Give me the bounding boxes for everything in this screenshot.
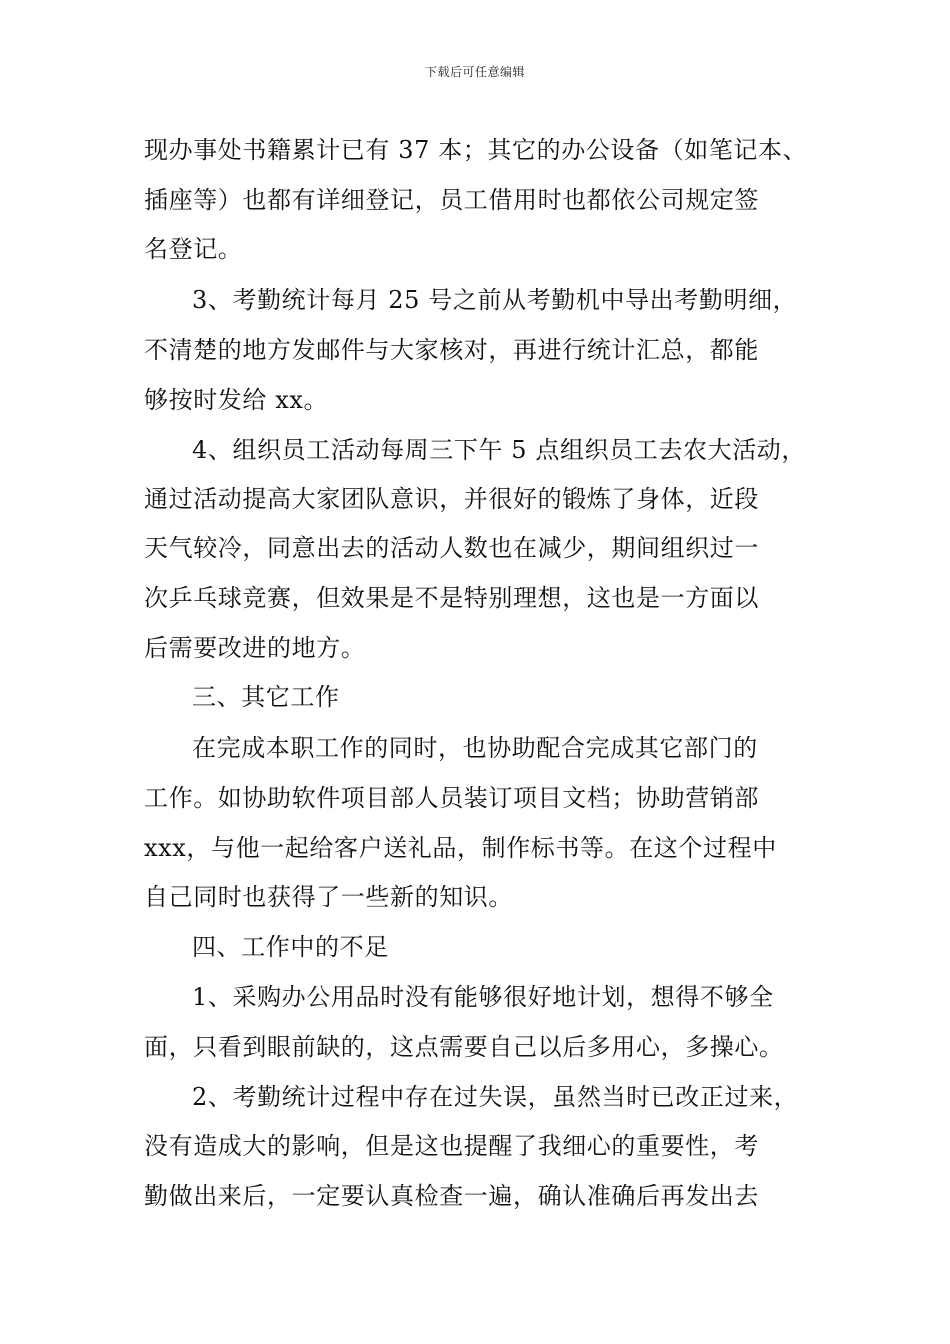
page-header: 下载后可任意编辑 (424, 65, 525, 79)
text-line: xxx，与他一起给客户送礼品，制作标书等。在这个过程中 (144, 834, 777, 862)
text-line: 后需要改进的地方。 (144, 634, 366, 662)
section-heading: 四、工作中的不足 (192, 933, 389, 961)
text-line: 够按时发给 xx。 (144, 386, 329, 414)
text-line: 在完成本职工作的同时，也协助配合完成其它部门的 (192, 734, 758, 762)
section-heading: 三、其它工作 (192, 683, 340, 711)
text-line: 名登记。 (144, 235, 243, 263)
text-line: 1、采购办公用品时没有能够很好地计划，想得不够全 (192, 983, 774, 1011)
text-line: 不清楚的地方发邮件与大家核对，再进行统计汇总，都能 (144, 336, 759, 364)
text-line: 次乒乓球竞赛，但效果是不是特别理想，这也是一方面以 (144, 584, 759, 612)
text-line: 3、考勤统计每月 25 号之前从考勤机中导出考勤明细， (192, 286, 798, 314)
text-line: 勤做出来后，一定要认真检查一遍，确认准确后再发出去 (144, 1182, 759, 1210)
text-line: 4、组织员工活动每周三下午 5 点组织员工去农大活动， (192, 436, 806, 464)
text-line: 插座等）也都有详细登记，员工借用时也都依公司规定签 (144, 186, 759, 214)
text-line: 通过活动提高大家团队意识，并很好的锻炼了身体，近段 (144, 485, 759, 513)
text-line: 工作。如协助软件项目部人员装订项目文档；协助营销部 (144, 784, 759, 812)
text-line: 天气较冷，同意出去的活动人数也在减少，期间组织过一 (144, 534, 759, 562)
text-line: 没有造成大的影响，但是这也提醒了我细心的重要性，考 (144, 1132, 759, 1160)
text-line: 2、考勤统计过程中存在过失误，虽然当时已改正过来， (192, 1083, 799, 1111)
text-line: 自己同时也获得了一些新的知识。 (144, 883, 513, 911)
text-line: 现办事处书籍累计已有 37 本；其它的办公设备（如笔记本、 (144, 136, 808, 164)
text-line: 面，只看到眼前缺的，这点需要自己以后多用心，多操心。 (144, 1033, 784, 1061)
